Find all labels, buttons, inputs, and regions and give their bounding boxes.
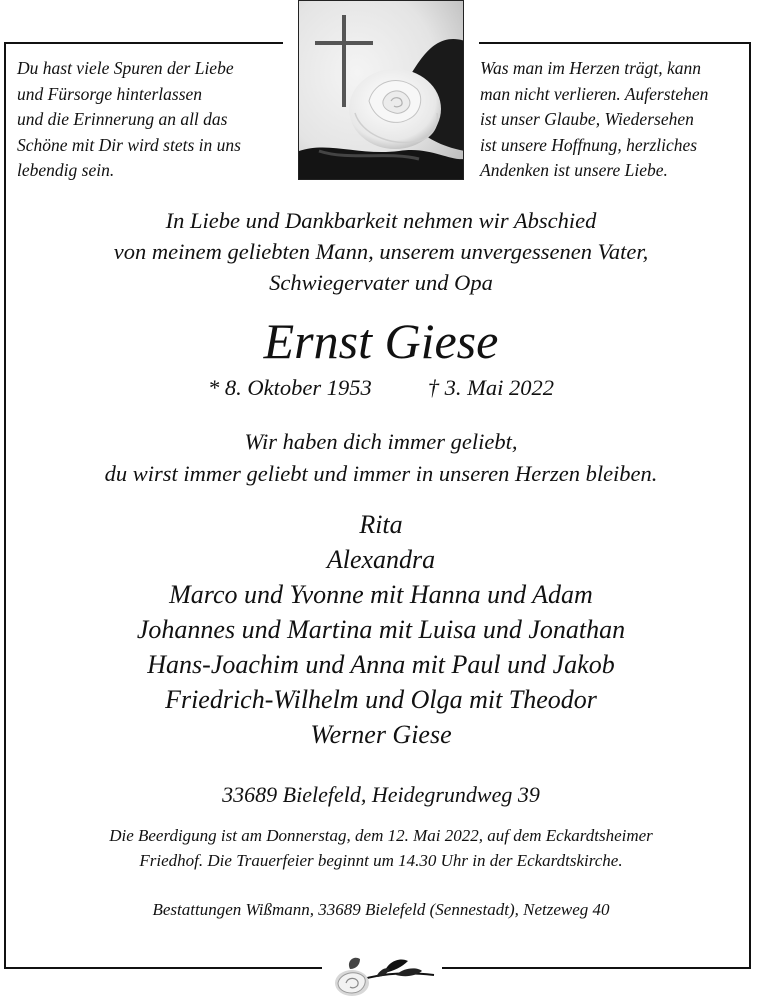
quote-left-line: Schöne mit Dir wird stets in uns	[17, 134, 241, 155]
quote-right-line: ist unser Glaube, Wiedersehen	[480, 109, 694, 129]
mourner: Friedrich-Wilhelm und Olga mit Theodor	[165, 685, 597, 714]
mourner: Werner Giese	[310, 720, 452, 749]
intro-line: In Liebe und Dankbarkeit nehmen wir Abschied	[165, 208, 597, 233]
deceased-name: Ernst Giese	[263, 313, 499, 369]
quote-left-line: lebendig sein.	[17, 160, 115, 180]
quote-right-line: man nicht verlieren. Auferstehen	[480, 83, 709, 104]
intro-text	[0, 205, 762, 298]
quote-left	[17, 56, 292, 184]
cross-and-rose-icon	[299, 1, 464, 180]
funeral-line: Friedhof. Die Trauerfeier beginnt um 14.30 Uhr in der Eckardtskirche.	[139, 850, 623, 870]
single-rose-icon	[326, 947, 438, 999]
quote-left-line: und Fürsorge hinterlassen	[17, 83, 203, 104]
intro-line: von meinem geliebten Mann, unserem unvergessenen Vater,	[113, 239, 649, 264]
family-address: 33689 Bielefeld, Heidegrundweg 39	[222, 782, 540, 807]
quote-right-line: ist unsere Hoffnung, herzliches	[480, 134, 698, 155]
mourner: Hans-Joachim und Anna mit Paul und Jakob	[147, 650, 615, 679]
mourner: Marco und Yvonne mit Hanna und Adam	[169, 580, 593, 609]
verse-line: Wir haben dich immer geliebt,	[244, 429, 518, 454]
quote-right-line: Andenken ist unsere Liebe.	[480, 160, 668, 180]
birth-date: * 8. Oktober 1953	[208, 375, 372, 400]
quote-right	[480, 56, 755, 184]
quote-left-line: Du hast viele Spuren der Liebe	[17, 58, 234, 78]
quote-left-line: und die Erinnerung an all das	[17, 109, 228, 129]
quote-right-line: Was man im Herzen trägt, kann	[480, 58, 702, 78]
undertaker-info: Bestattungen Wißmann, 33689 Bielefeld (Sennestadt), Netzeweg 40	[152, 900, 610, 919]
life-dates	[0, 372, 762, 404]
mourner: Rita	[359, 510, 403, 539]
mourner: Alexandra	[326, 545, 436, 574]
mourner: Johannes und Martina mit Luisa und Jonathan	[136, 615, 626, 644]
cross-and-rose-photo	[298, 0, 464, 180]
verse	[0, 426, 762, 490]
death-date: † 3. Mai 2022	[427, 375, 554, 400]
funeral-info	[0, 824, 762, 873]
verse-line: du wirst immer geliebt und immer in unseren Herzen bleiben.	[104, 461, 658, 486]
intro-line: Schwiegervater und Opa	[269, 270, 493, 295]
mourners-list	[0, 507, 762, 752]
funeral-line: Die Beerdigung ist am Donnerstag, dem 12. Mai 2022, auf dem Eckardtsheimer	[109, 826, 653, 845]
